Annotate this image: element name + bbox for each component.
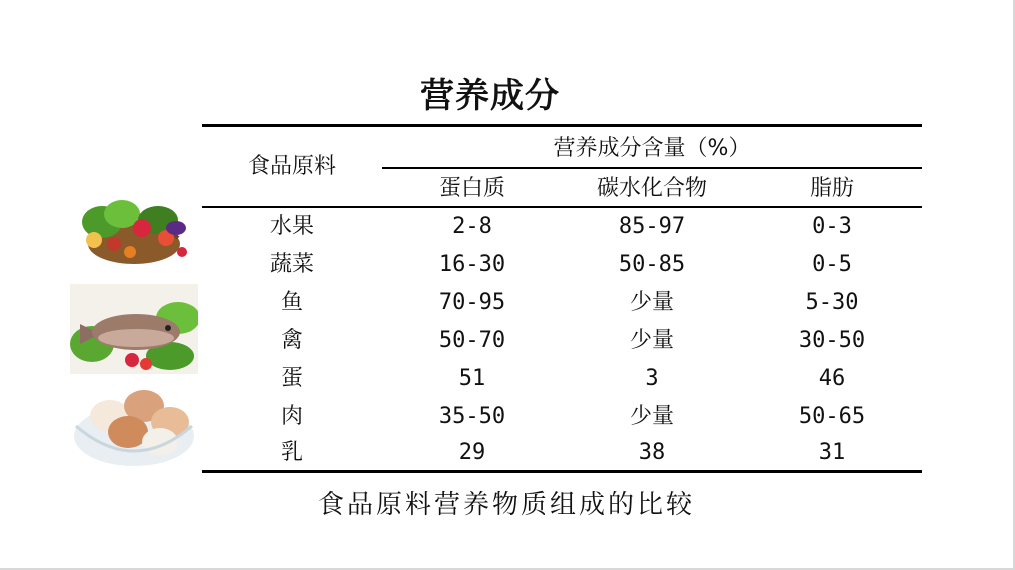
- slide-title: 营养成分: [420, 76, 560, 116]
- row-protein: 29: [458, 440, 486, 465]
- vegetable-basket-photo: [70, 182, 198, 272]
- table-top-rule: [202, 124, 922, 127]
- row-food: 禽: [280, 328, 303, 353]
- row-protein: 51: [458, 366, 486, 391]
- eggs-photo: [70, 376, 198, 466]
- header-protein: 蛋白质: [438, 176, 505, 201]
- table-group-rule: [382, 167, 922, 169]
- header-carbohydrate: 碳水化合物: [596, 176, 707, 201]
- row-protein: 16-30: [438, 252, 506, 277]
- row-carbohydrate: 38: [638, 440, 666, 465]
- row-carbohydrate: 50-85: [618, 252, 686, 277]
- row-food: 乳: [280, 440, 303, 465]
- table-header-rule: [202, 206, 922, 208]
- header-nutrient-group: 营养成分含量（%）: [553, 136, 751, 161]
- row-fat: 31: [818, 440, 846, 465]
- row-food: 蛋: [280, 366, 303, 391]
- row-carbohydrate: 3: [645, 366, 659, 391]
- row-fat: 30-50: [798, 328, 866, 353]
- row-fat: 46: [818, 366, 846, 391]
- table-bottom-rule: [202, 470, 922, 473]
- row-food: 肉: [280, 404, 303, 429]
- table-caption: 食品原料营养物质组成的比较: [318, 490, 696, 520]
- row-fat: 0-3: [812, 214, 852, 239]
- row-carbohydrate: 85-97: [618, 214, 686, 239]
- row-carbohydrate: 少量: [629, 290, 674, 315]
- row-food: 鱼: [280, 290, 303, 315]
- row-food: 蔬菜: [269, 252, 314, 277]
- row-food: 水果: [269, 214, 314, 239]
- row-fat: 0-5: [812, 252, 852, 277]
- row-fat: 5-30: [805, 290, 859, 315]
- row-protein: 2-8: [452, 214, 492, 239]
- fish-photo: [70, 284, 198, 374]
- header-fat: 脂肪: [809, 176, 854, 201]
- row-protein: 50-70: [438, 328, 506, 353]
- row-fat: 50-65: [798, 404, 866, 429]
- row-protein: 35-50: [438, 404, 506, 429]
- row-protein: 70-95: [438, 290, 506, 315]
- row-carbohydrate: 少量: [629, 404, 674, 429]
- row-carbohydrate: 少量: [629, 328, 674, 353]
- header-food: 食品原料: [247, 154, 336, 179]
